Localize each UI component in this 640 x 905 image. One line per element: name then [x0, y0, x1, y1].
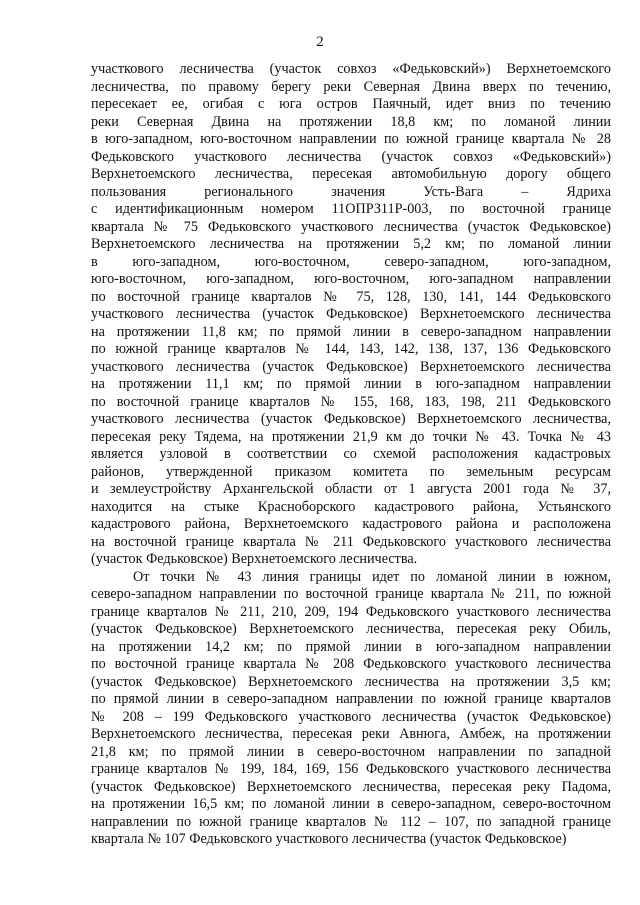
- text-line: (участок Федьковское) Верхнетоемского лесничества на протяжении 3,5 км;: [91, 673, 611, 690]
- text-line: северо-западном направлении по восточной границе квартала № 211, по южной: [91, 586, 611, 602]
- text-line: границе кварталов № 211, 210, 209, 194 Федьковского участкового лесничества: [91, 603, 611, 620]
- text-line: квартала № 107 Федьковского участкового лесничества (участок Федьковское): [91, 831, 567, 847]
- text-line: № 208 – 199 Федьковского участкового лесничества (участок Федьковское): [91, 708, 611, 725]
- document-body: [91, 61, 611, 849]
- text-line: участкового лесничества (участок Федьковское) Верхнетоемского лесничества,: [91, 411, 611, 427]
- text-line: на протяжении 14,2 км; по прямой линии в юго-западном направлении: [91, 638, 611, 655]
- text-line: по южной границе кварталов № 144, 143, 142, 138, 137, 136 Федьковского: [91, 341, 611, 357]
- page-number: 2: [316, 34, 324, 50]
- text-line: (участок Федьковское) Верхнетоемского лесничества, пересекая реку Обиль,: [91, 621, 611, 637]
- text-line: 21,8 км; по прямой линии в северо-восточном направлении по западной: [91, 743, 611, 760]
- text-line: Верхнетоемского лесничества, пересекая автомобильную дорогу общего: [91, 166, 611, 182]
- text-line: находится на стыке Красноборского кадастрового района, Устьянского: [91, 498, 611, 515]
- text-line: реки Северная Двина на протяжении 18,8 км; по ломаной линии: [91, 113, 611, 130]
- text-line: (участок Федьковское) Верхнетоемского лесничества, пересекая реку Падома,: [91, 778, 611, 795]
- text-line: на протяжении 16,5 км; по ломаной линии в северо-западном, северо-восточном: [91, 796, 611, 812]
- paragraph-2: [91, 569, 611, 849]
- text-line: по восточной границе квартала № 208 Федьковского участкового лесничества: [91, 656, 611, 672]
- text-line: на протяжении 11,8 км; по прямой линии в северо-западном направлении: [91, 323, 611, 340]
- text-line: кадастрового района, Верхнетоемского кадастрового района и расположена: [91, 516, 611, 532]
- text-line: в юго-западном, юго-восточном направлении по южной границе квартала № 28: [91, 131, 611, 147]
- text-line: Верхнетоемского лесничества на протяжении 5,2 км; по ломаной линии: [91, 236, 611, 252]
- text-line: на восточной границе квартала № 211 Федьковского участкового лесничества: [91, 533, 611, 550]
- text-line: (участок Федьковское) Верхнетоемского лесничества.: [91, 551, 418, 567]
- text-line: является узловой в соответствии со схемой расположения кадастровых: [91, 446, 611, 462]
- text-line: Федьковского участкового лесничества (участок совхоз «Федьковский»): [91, 148, 611, 165]
- text-line: пользования регионального значения Усть-Вага – Ядриха: [91, 183, 611, 200]
- text-line: на протяжении 11,1 км; по прямой линии в юго-западном направлении: [91, 376, 611, 392]
- text-line: и землеустройству Архангельской области от 1 августа 2001 года № 37,: [91, 481, 611, 497]
- paragraph-1: [91, 61, 611, 569]
- text-line: юго-восточном, юго-западном, юго-восточном, юго-западном направлении: [91, 271, 611, 287]
- text-line: участкового лесничества (участок Федьковское) Верхнетоемского лесничества: [91, 358, 611, 375]
- text-line: От точки № 43 линия границы идет по ломаной линии в южном,: [133, 568, 611, 585]
- text-line: границе кварталов № 199, 184, 169, 156 Федьковского участкового лесничества: [91, 761, 611, 777]
- text-line: с идентификационным номером 11ОПРЗ11Р-003, по восточной границе: [91, 201, 611, 217]
- text-line: по прямой линии в северо-западном направлении по южной границе кварталов: [91, 691, 611, 707]
- text-line: районов, утвержденной приказом комитета по земельным ресурсам: [91, 463, 611, 480]
- text-line: пересекает ее, огибая с юга остров Паячный, идет вниз по течению: [91, 96, 611, 112]
- text-line: пересекая реку Тядема, на протяжении 21,9 км до точки № 43. Точка № 43: [91, 428, 611, 445]
- text-line: Верхнетоемского лесничества, пересекая реки Авнюга, Амбеж, на протяжении: [91, 726, 611, 742]
- text-line: по восточной границе кварталов № 155, 168, 183, 198, 211 Федьковского: [91, 393, 611, 410]
- text-line: в юго-западном, юго-восточном, северо-западном, юго-западном,: [91, 253, 611, 270]
- text-line: участкового лесничества (участок совхоз «Федьковский») Верхнетоемского: [91, 61, 611, 77]
- text-line: участкового лесничества (участок Федьковское) Верхнетоемского лесничества: [91, 306, 611, 322]
- text-line: квартала № 75 Федьковского участкового лесничества (участок Федьковское): [91, 218, 611, 235]
- text-line: лесничества, по правому берегу реки Северная Двина вверх по течению,: [91, 78, 611, 95]
- text-line: по восточной границе кварталов № 75, 128, 130, 141, 144 Федьковского: [91, 288, 611, 305]
- text-line: направлении по южной границе кварталов № 112 – 107, по западной границе: [91, 813, 611, 830]
